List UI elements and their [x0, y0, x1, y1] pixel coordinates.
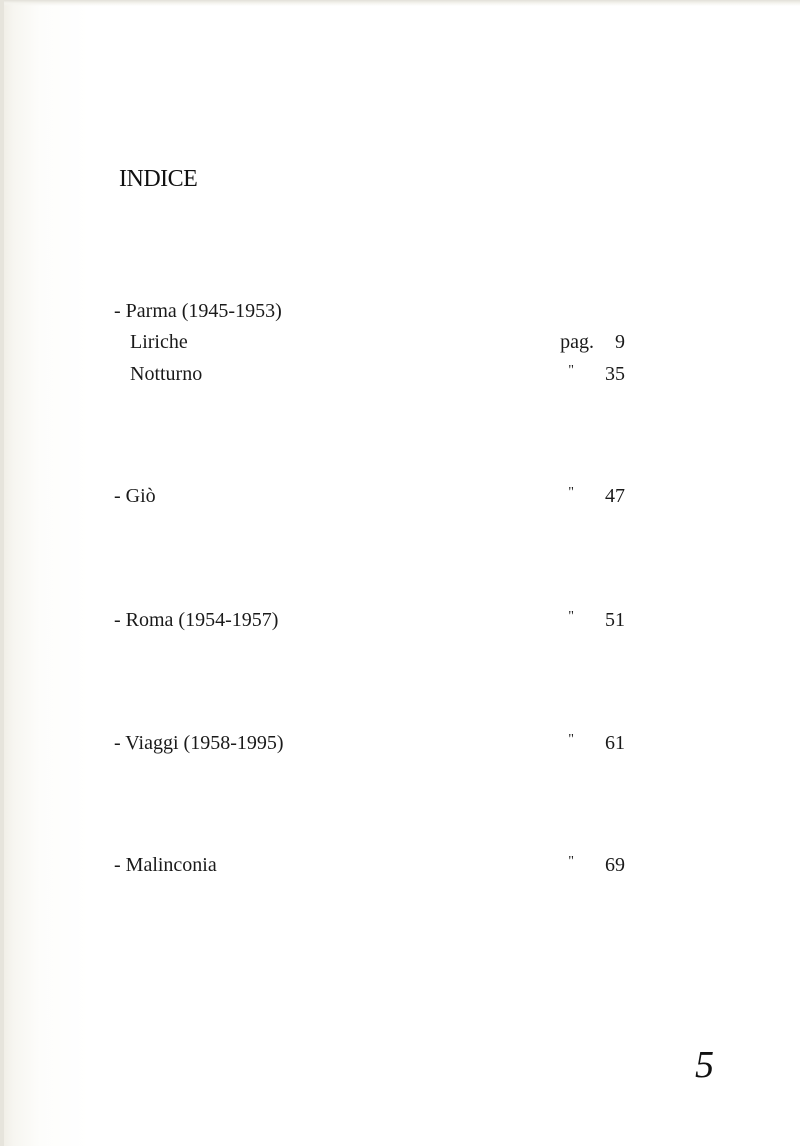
page-folio-number: 5 — [695, 1044, 714, 1086]
entry-page-number: 69 — [605, 854, 625, 876]
index-title: INDICE — [119, 166, 198, 192]
entry-ditto-mark: " — [568, 732, 574, 747]
entry-page-prefix: pag. — [560, 331, 594, 353]
page-top-edge — [0, 0, 800, 6]
index-entry-section — [0, 296, 800, 326]
index-entry-section — [0, 605, 800, 635]
index-entry-subsection — [0, 359, 800, 389]
entry-label: - Malinconia — [114, 854, 217, 876]
entry-ditto-mark: " — [568, 363, 574, 378]
index-entry-section — [0, 850, 800, 880]
index-entry-section — [0, 481, 800, 511]
entry-ditto-mark: " — [568, 854, 574, 869]
entry-page-number: 51 — [605, 609, 625, 631]
index-entry-subsection — [0, 327, 800, 357]
entry-label: Notturno — [130, 363, 203, 385]
entry-ditto-mark: " — [568, 609, 574, 624]
entry-label: Liriche — [130, 331, 188, 353]
entry-ditto-mark: " — [568, 485, 574, 500]
entry-label: - Giò — [114, 485, 156, 507]
page-binding-edge — [0, 0, 4, 1146]
entry-label: - Viaggi (1958-1995) — [114, 732, 284, 754]
entry-label: - Parma (1945-1953) — [114, 300, 282, 322]
entry-label: - Roma (1954-1957) — [114, 609, 279, 631]
index-entry-section — [0, 728, 800, 758]
entry-page-number: 61 — [605, 732, 625, 754]
entry-page-number: 47 — [605, 485, 625, 507]
entry-page-number: 35 — [605, 363, 625, 385]
entry-page-number: 9 — [615, 331, 625, 353]
